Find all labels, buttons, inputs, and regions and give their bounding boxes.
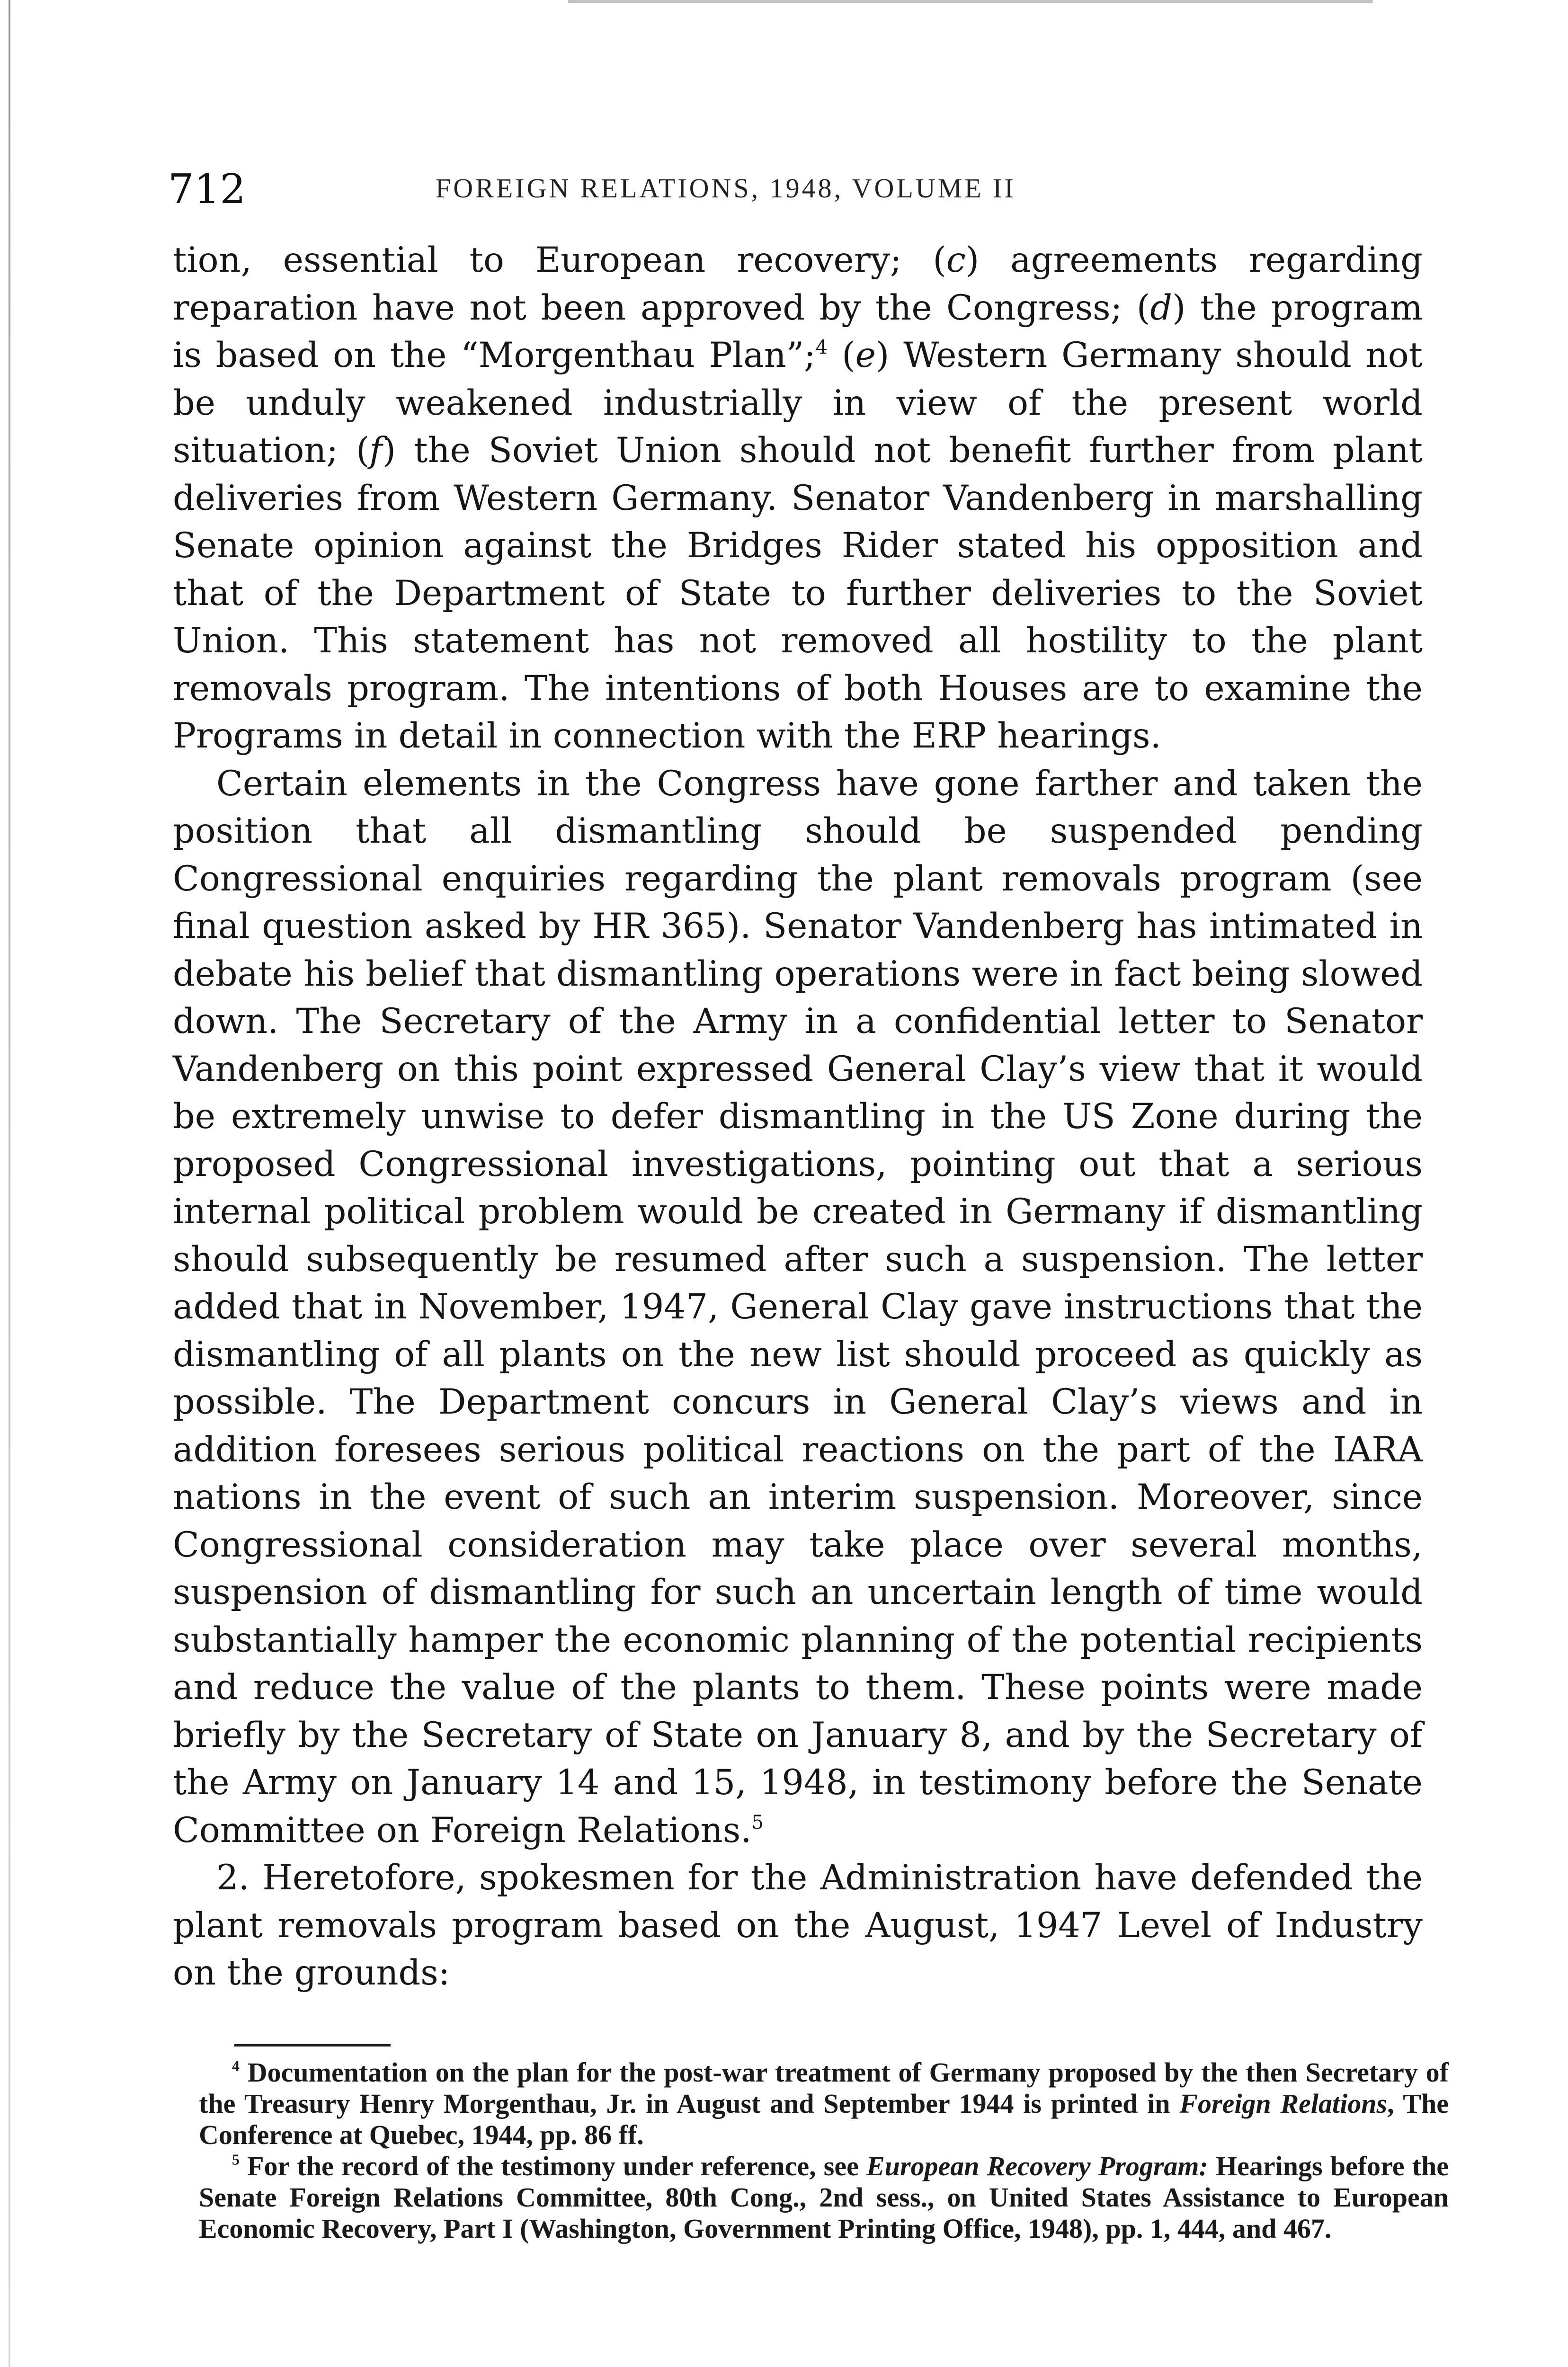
fn5-text-2: Hearings before the Senate Foreign Relations Committee, 80th Cong., 2nd sess., on United States Assistance to European Economic Recovery, Part I (Washington, Government Printing Office, 1948), pp. 1, 444, and 467. (199, 2151, 1449, 2244)
scan-top-edge (568, 0, 1373, 3)
p1-text-2: ) agreements regarding reparation have not been approved by the Congress; ( (173, 240, 1423, 328)
body-text (173, 237, 1423, 1997)
footnote-5 (199, 2151, 1449, 2244)
paragraph-heretofore (173, 1854, 1423, 1997)
scan-edge-shadow (9, 0, 10, 2367)
fn4-text-1: Documentation on the plan for the post-war treatment of Germany proposed by the then Secretary of the Treasury Henry Morgenthau, Jr. in August and September 1944 is printed in (199, 2057, 1449, 2119)
footnote-mark-5: 5 (232, 2151, 240, 2168)
footnote-ref-4: 4 (815, 336, 828, 358)
p1-item-f: f (369, 430, 383, 471)
p2-text: Certain elements in the Congress have gone farther and taken the position that all dismantling should be suspended pending Congressional enquiries regarding the plant removals program (see final question asked by HR 365). Senator Vandenberg has intimated in debate his belief that dismantling operations were in fact being slowed down. The Secretary of the Army in a confidential letter to Senator Vandenberg on this point expressed General Clay’s view that it would be extremely unwise to defer dismantling in the US Zone during the proposed Congressional investigations, pointing out that a serious internal political problem would be created in Germany if dismantling should subsequently be resumed after such a suspension. The letter added that in November, 1947, General Clay gave instructions that the dismantling of all plants on the new list should proceed as quickly as possible. The Department concurs in General Clay’s views and in addition foresees serious political reactions on the part of the IARA nations in the event of such an interim suspension. Moreover, since Congressional consideration may take place over several months, suspension of dismantling for such an uncertain length of time would substantially hamper the economic planning of the potential recipients and reduce the value of the plants to them. These points were made briefly by the Secretary of State on January 8, and by the Secretary of the Army on January 14 and 15, 1948, in testimony before the Senate Committee on Foreign Relations. (173, 763, 1423, 1851)
footnotes (199, 2057, 1449, 2244)
paragraph-continuation (173, 237, 1423, 760)
running-title: FOREIGN RELATIONS, 1948, VOLUME II (436, 173, 1016, 204)
page-number: 712 (168, 166, 246, 213)
fn4-title: Foreign Relations (1179, 2088, 1388, 2119)
running-head (168, 166, 1399, 213)
p1-item-d: d (1150, 287, 1172, 328)
fn4-text-2: , The Conference at Quebec, 1944, pp. 86 ff. (199, 2088, 1449, 2150)
fn5-title: European Recovery Program: (866, 2151, 1208, 2181)
fn5-text-1: For the record of the testimony under reference, see (239, 2151, 867, 2181)
p3-text: 2. Heretofore, spokesmen for the Administration have defended the plant removals program based on the August, 1947 Level of Industry on the grounds: (173, 1858, 1423, 1993)
footnote-4 (199, 2057, 1449, 2151)
footnote-divider (234, 2044, 391, 2047)
p1-text-4: ( (828, 335, 855, 375)
p1-text-1: tion, essential to European recovery; ( (173, 240, 946, 280)
p1-item-e: e (855, 335, 876, 375)
p1-item-c: c (946, 240, 966, 280)
footnote-mark-4: 4 (232, 2057, 240, 2074)
paragraph-dismantling (173, 760, 1423, 1855)
footnote-ref-5: 5 (751, 1811, 764, 1833)
p1-text-5: ) Western Germany should not be unduly weakened industrially in view of the present world situation; ( (173, 335, 1423, 471)
p1-text-6: ) the Soviet Union should not benefit further from plant deliveries from Western Germany. Senator Vandenberg in marshalling Senate opinion against the Bridges Rider stated his opposition and that of the Department of State to further deliveries to the Soviet Union. This statement has not removed all hostility to the plant removals program. The intentions of both Houses are to examine the Programs in detail in connection with the ERP hearings. (173, 430, 1423, 756)
p1-text-3: ) the program is based on the “Morgenthau Plan”; (173, 287, 1423, 375)
